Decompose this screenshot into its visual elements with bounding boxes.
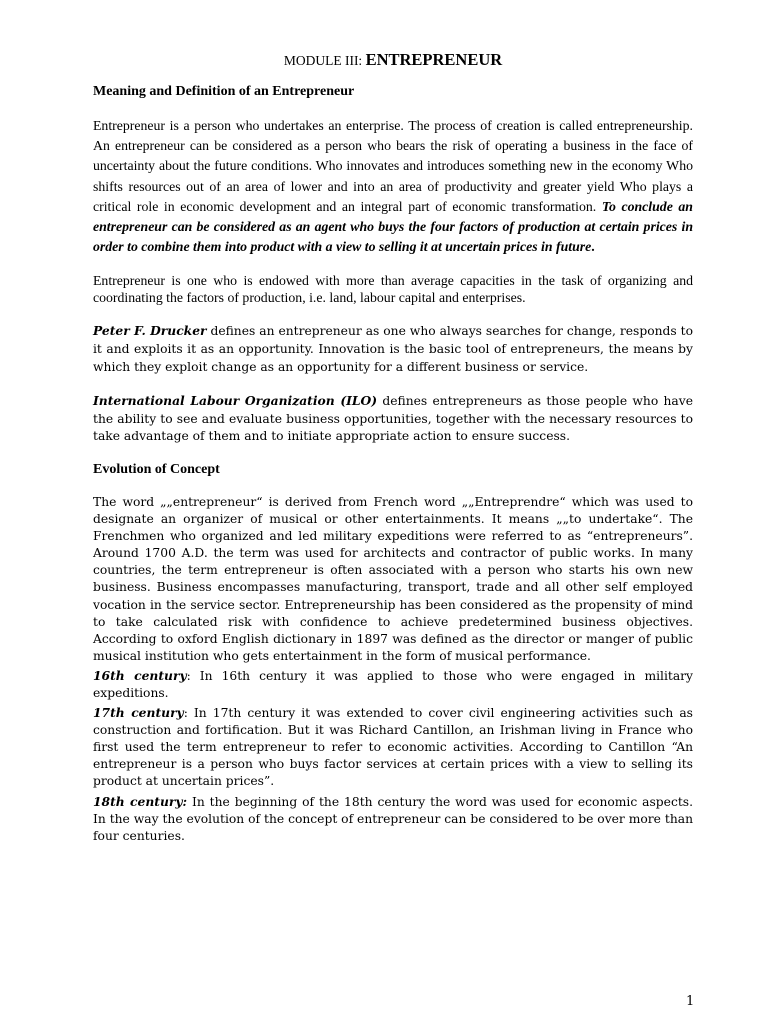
17th-century-label: 17th century	[93, 705, 184, 721]
section-heading-meaning: Meaning and Definition of an Entrepreneur	[93, 84, 355, 99]
paragraph-capacities: Entrepreneur is one who is endowed with more than average capacities in the task of organizing and coordinating the factors of production, i.e. land, labour capital and enterprises.	[93, 273, 693, 306]
drucker-text: defines an entrepreneur as one who always searches for change, responds to it and exploits it as an opportunity. Innovation is the basic tool of entrepreneurs, the means by which they exploit change as an opportunity for a different business or service.	[93, 324, 693, 374]
document-page	[93, 50, 693, 847]
module-title	[93, 50, 693, 70]
18th-century-text: In the beginning of the 18th century the word was used for economic aspects. In the way the evolution of the concept of entrepreneur can be considered to be over more than four centuries.	[93, 794, 693, 843]
definition-period: .	[591, 239, 595, 255]
17th-century-text: : In 17th century it was extended to cover civil engineering activities such as construction and fortification. But it was Richard Cantillon, an Irishman living in France who first used the term entrepreneur to refer to economic activities. According to Cantillon “An entrepreneur is a person who buys factor services at certain prices with a view to selling its product at uncertain prices”.	[93, 706, 693, 789]
module-title-prefix: MODULE III:	[283, 53, 366, 68]
section-heading-evolution: Evolution of Concept	[93, 461, 220, 477]
paragraph-drucker	[93, 322, 693, 376]
paragraph-definition	[93, 116, 693, 257]
page-number: 1	[686, 994, 695, 1009]
16th-century-text: : In 16th century it was applied to those who were engaged in military expeditions.	[93, 668, 693, 701]
16th-century-label: 16th century	[93, 667, 187, 683]
drucker-name: Peter F. Drucker	[93, 323, 207, 339]
paragraph-evolution: The word „„entrepreneur“ is derived from French word „„Entreprendre“ which was used to designate an organizer of musical or other entertainments. It means „„to undertake“. The Frenchmen who organized and led military expeditions were referred to as “entrepreneurs”. Around 1700 A.D. the term was used for architects and contractor of public works. In many countries, the term entrepreneur is often associated with a person who starts his own new business. Business encompasses manufacturing, transport, trade and all other self employed vocation in the service sector. Entrepreneurship has been considered as the propensity of mind to take calculated risk with confidence to achieve predetermined business objectives. According to oxford English dictionary in 1897 was defined as the director or manger of public musical institution who gets entertainment in the form of musical performance.	[93, 494, 693, 663]
definition-conclusion: To conclude an entrepreneur can be considered as an agent who buys the four factors of production at certain prices in order to combine them into product with a view to selling it at uncertain prices in future	[93, 198, 693, 255]
ilo-name: International Labour Organization (ILO)	[93, 393, 378, 409]
paragraph-16th-century	[93, 667, 693, 702]
ilo-text: defines entrepreneurs as those people who have the ability to see and evaluate business opportunities, together with the necessary resources to take advantage of them and to initiate appropriate action to ensure success.	[93, 394, 693, 444]
paragraph-17th-century	[93, 704, 693, 790]
definition-text: Entrepreneur is a person who undertakes an enterprise. The process of creation is called entrepreneurship. An entrepreneur can be considered as a person who bears the risk of operating a business in the face of uncertainty about the future conditions. Who innovates and introduces something new in the economy Who shifts resources out of an area of lower and into an area of productivity and greater yield Who plays a critical role in economic development and an integral part of economic transformation.	[93, 118, 693, 214]
module-title-main: ENTREPRENEUR	[365, 50, 503, 69]
18th-century-label: 18th century:	[93, 793, 188, 809]
paragraph-ilo	[93, 392, 693, 446]
paragraph-18th-century	[93, 793, 693, 845]
